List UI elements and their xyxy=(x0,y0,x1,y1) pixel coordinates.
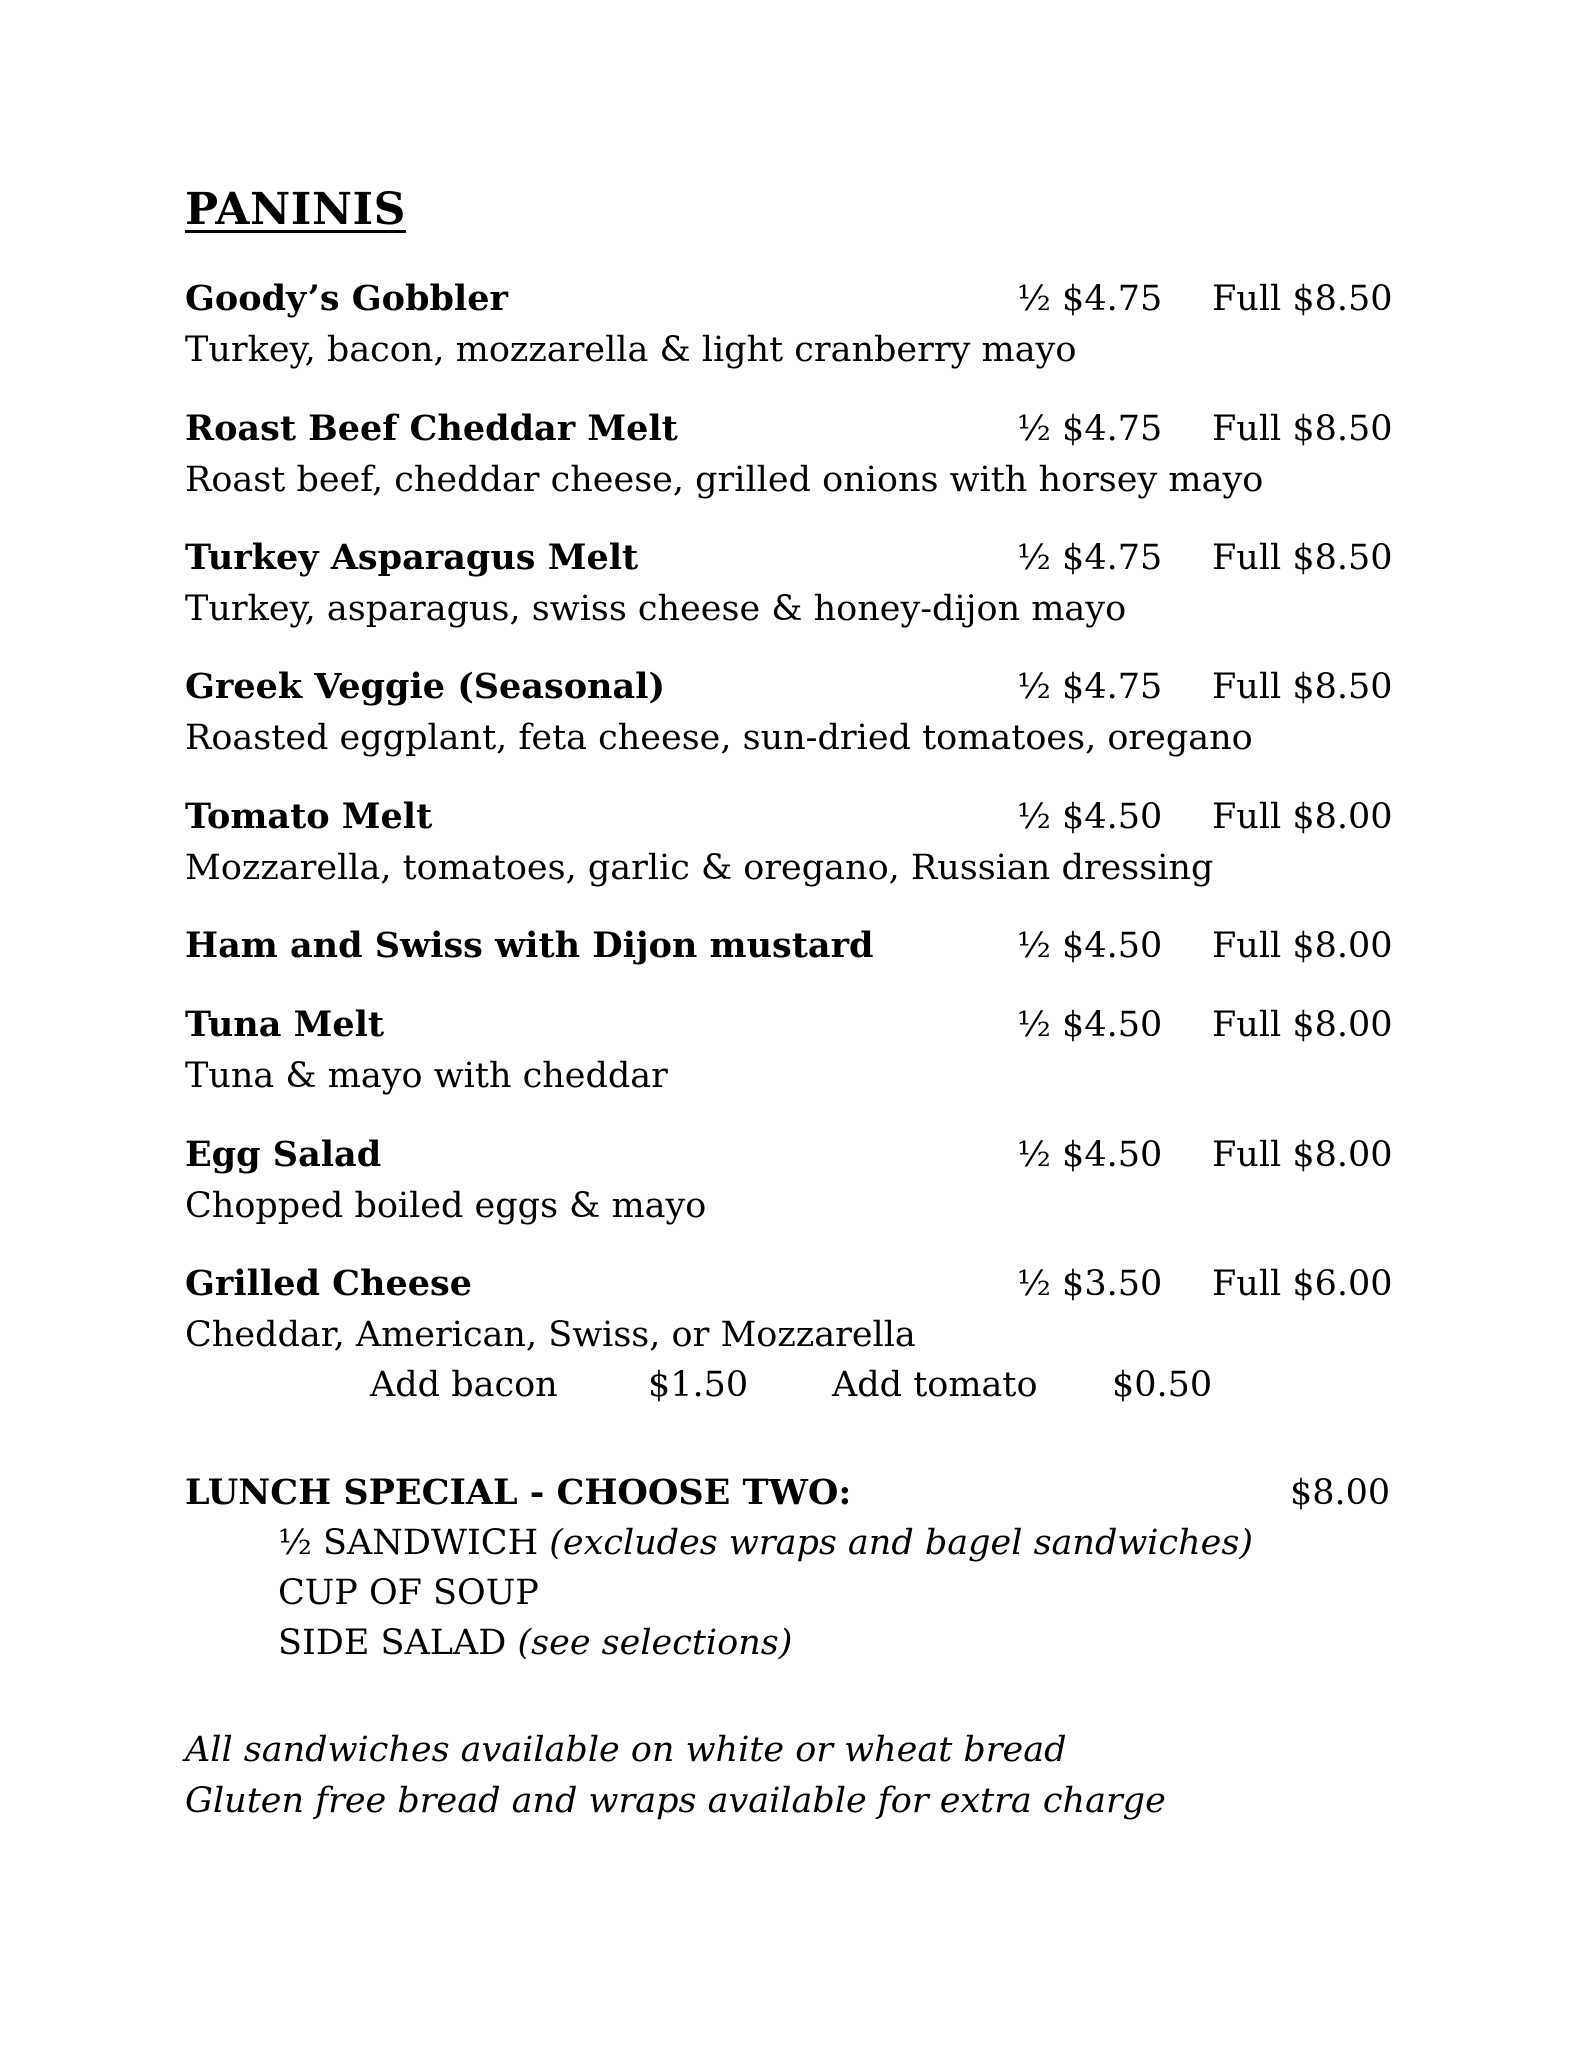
addon-tomato-price: $0.50 xyxy=(1112,1365,1213,1405)
item-description: Turkey, asparagus, swiss cheese & honey-dijon mayo xyxy=(185,589,1127,629)
item-description: Tuna & mayo with cheddar xyxy=(185,1056,668,1096)
item-half-price: ½ $4.50 xyxy=(1017,926,1163,966)
addon-tomato-label: Add tomato xyxy=(832,1365,1038,1405)
item-half-price: ½ $3.50 xyxy=(1017,1264,1163,1304)
item-full-price: Full $6.00 xyxy=(1212,1264,1393,1304)
item-name: Goody’s Gobbler xyxy=(185,278,508,319)
item-name: Tuna Melt xyxy=(185,1004,385,1045)
special-option-label: CUP OF SOUP xyxy=(278,1573,539,1613)
item-full-price: Full $8.50 xyxy=(1212,667,1393,707)
item-full-price: Full $8.00 xyxy=(1212,797,1393,837)
item-full-price: Full $8.50 xyxy=(1212,538,1393,578)
item-half-price: ½ $4.75 xyxy=(1017,279,1163,319)
item-description: Roasted eggplant, feta cheese, sun-dried tomatoes, oregano xyxy=(185,718,1253,758)
special-option-label: SIDE SALAD xyxy=(278,1623,507,1663)
special-option-note: (see selections) xyxy=(517,1623,793,1663)
item-full-price: Full $8.00 xyxy=(1212,926,1393,966)
item-name: Grilled Cheese xyxy=(185,1263,472,1304)
item-half-price: ½ $4.50 xyxy=(1017,1135,1163,1175)
item-name: Roast Beef Cheddar Melt xyxy=(185,408,678,449)
item-description: Cheddar, American, Swiss, or Mozzarella xyxy=(185,1315,916,1355)
item-name: Tomato Melt xyxy=(185,796,433,837)
item-full-price: Full $8.00 xyxy=(1212,1005,1393,1045)
item-name: Egg Salad xyxy=(185,1134,382,1175)
item-full-price: Full $8.00 xyxy=(1212,1135,1393,1175)
section-title: PANINIS xyxy=(185,184,406,235)
item-name: Turkey Asparagus Melt xyxy=(185,537,639,578)
item-name: Ham and Swiss with Dijon mustard xyxy=(185,925,874,966)
lunch-special-heading: LUNCH SPECIAL - CHOOSE TWO: xyxy=(185,1472,852,1513)
special-option xyxy=(278,1522,1253,1564)
gluten-free-note: Gluten free bread and wraps available for extra charge xyxy=(185,1781,1166,1821)
addon-bacon-price: $1.50 xyxy=(648,1365,749,1405)
lunch-special-price: $8.00 xyxy=(1290,1473,1391,1513)
bread-note: All sandwiches available on white or wheat bread xyxy=(185,1730,1067,1770)
item-description: Roast beef, cheddar cheese, grilled onions with horsey mayo xyxy=(185,460,1264,500)
special-option xyxy=(278,1622,792,1664)
item-half-price: ½ $4.50 xyxy=(1017,797,1163,837)
addon-bacon-label: Add bacon xyxy=(370,1365,558,1405)
special-option-label: ½ SANDWICH xyxy=(278,1523,539,1563)
item-half-price: ½ $4.75 xyxy=(1017,409,1163,449)
item-half-price: ½ $4.75 xyxy=(1017,667,1163,707)
special-option xyxy=(278,1572,539,1614)
item-description: Chopped boiled eggs & mayo xyxy=(185,1186,707,1226)
item-description: Turkey, bacon, mozzarella & light cranberry mayo xyxy=(185,330,1077,370)
special-option-note: (excludes wraps and bagel sandwiches) xyxy=(549,1523,1253,1563)
item-name: Greek Veggie (Seasonal) xyxy=(185,666,666,707)
item-full-price: Full $8.50 xyxy=(1212,279,1393,319)
item-full-price: Full $8.50 xyxy=(1212,409,1393,449)
item-half-price: ½ $4.50 xyxy=(1017,1005,1163,1045)
item-half-price: ½ $4.75 xyxy=(1017,538,1163,578)
item-description: Mozzarella, tomatoes, garlic & oregano, Russian dressing xyxy=(185,848,1214,888)
